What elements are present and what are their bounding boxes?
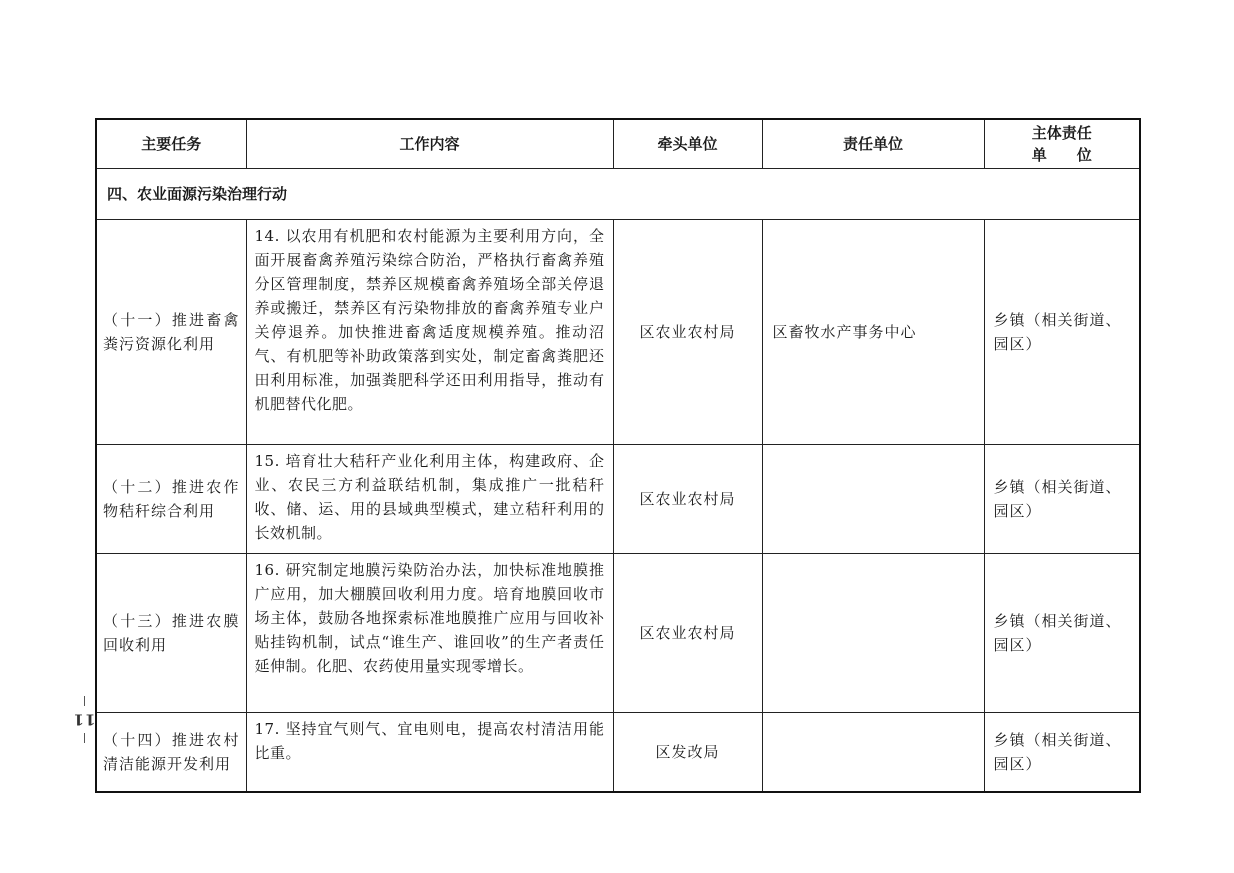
responsible-cell bbox=[762, 445, 984, 554]
table-header-row bbox=[96, 119, 1140, 169]
content-cell: 14. 以农用有机肥和农村能源为主要利用方向，全面开展畜禽养殖污染综合防治，严格执行畜禽养殖分区管理制度，禁养区规模畜禽养殖场全部关停退养或搬迁，禁养区有污染物排放的畜禽养殖专业户关停退养。加快推进畜禽适度规模养殖。推动沼气、有机肥等补助政策落到实处，制定畜禽粪肥还田利用标准，加强粪肥科学还田利用指导，推动有机肥替代化肥。 bbox=[246, 220, 613, 445]
responsible-cell bbox=[762, 554, 984, 713]
lead-cell: 区发改局 bbox=[613, 713, 762, 793]
page-number: 11 bbox=[72, 710, 96, 729]
content-cell: 15. 培育壮大秸秆产业化利用主体，构建政府、企业、农民三方利益联结机制，集成推广一批秸秆收、储、运、用的县域典型模式，建立秸秆利用的长效机制。 bbox=[246, 445, 613, 554]
task-cell: （十三）推进农膜回收利用 bbox=[96, 554, 246, 713]
content-cell: 16. 研究制定地膜污染防治办法，加快标准地膜推广应用，加大棚膜回收利用力度。培育地膜回收市场主体，鼓励各地探索标准地膜推广应用与回收补贴挂钩机制，试点“谁生产、谁回收”的生产者责任延伸制。化肥、农药使用量实现零增长。 bbox=[246, 554, 613, 713]
task-table bbox=[95, 118, 1141, 793]
page-number-dash-bottom bbox=[84, 733, 85, 743]
lead-cell: 区农业农村局 bbox=[613, 220, 762, 445]
table-row bbox=[96, 554, 1140, 713]
task-cell: （十一）推进畜禽粪污资源化利用 bbox=[96, 220, 246, 445]
page-number-marker bbox=[72, 694, 96, 764]
header-task: 主要任务 bbox=[96, 119, 246, 169]
main-cell: 乡镇（相关街道、园区） bbox=[984, 445, 1140, 554]
header-content: 工作内容 bbox=[246, 119, 613, 169]
header-main-line2: 单 位 bbox=[1031, 146, 1092, 164]
page-number-dash-top bbox=[84, 696, 85, 706]
main-cell: 乡镇（相关街道、园区） bbox=[984, 554, 1140, 713]
content-cell: 17. 坚持宜气则气、宜电则电，提高农村清洁用能比重。 bbox=[246, 713, 613, 793]
main-cell: 乡镇（相关街道、园区） bbox=[984, 713, 1140, 793]
lead-cell: 区农业农村局 bbox=[613, 445, 762, 554]
table-row bbox=[96, 713, 1140, 793]
table-row bbox=[96, 445, 1140, 554]
task-cell: （十四）推进农村清洁能源开发利用 bbox=[96, 713, 246, 793]
responsible-cell bbox=[762, 713, 984, 793]
main-cell: 乡镇（相关街道、园区） bbox=[984, 220, 1140, 445]
section-title: 四、农业面源污染治理行动 bbox=[96, 169, 1140, 220]
task-cell: （十二）推进农作物秸秆综合利用 bbox=[96, 445, 246, 554]
responsible-cell: 区畜牧水产事务中心 bbox=[762, 220, 984, 445]
header-main bbox=[984, 119, 1140, 169]
table-row bbox=[96, 220, 1140, 445]
header-lead: 牵头单位 bbox=[613, 119, 762, 169]
lead-cell: 区农业农村局 bbox=[613, 554, 762, 713]
header-responsible: 责任单位 bbox=[762, 119, 984, 169]
header-main-line1: 主体责任 bbox=[1031, 124, 1092, 142]
section-row bbox=[96, 169, 1140, 220]
